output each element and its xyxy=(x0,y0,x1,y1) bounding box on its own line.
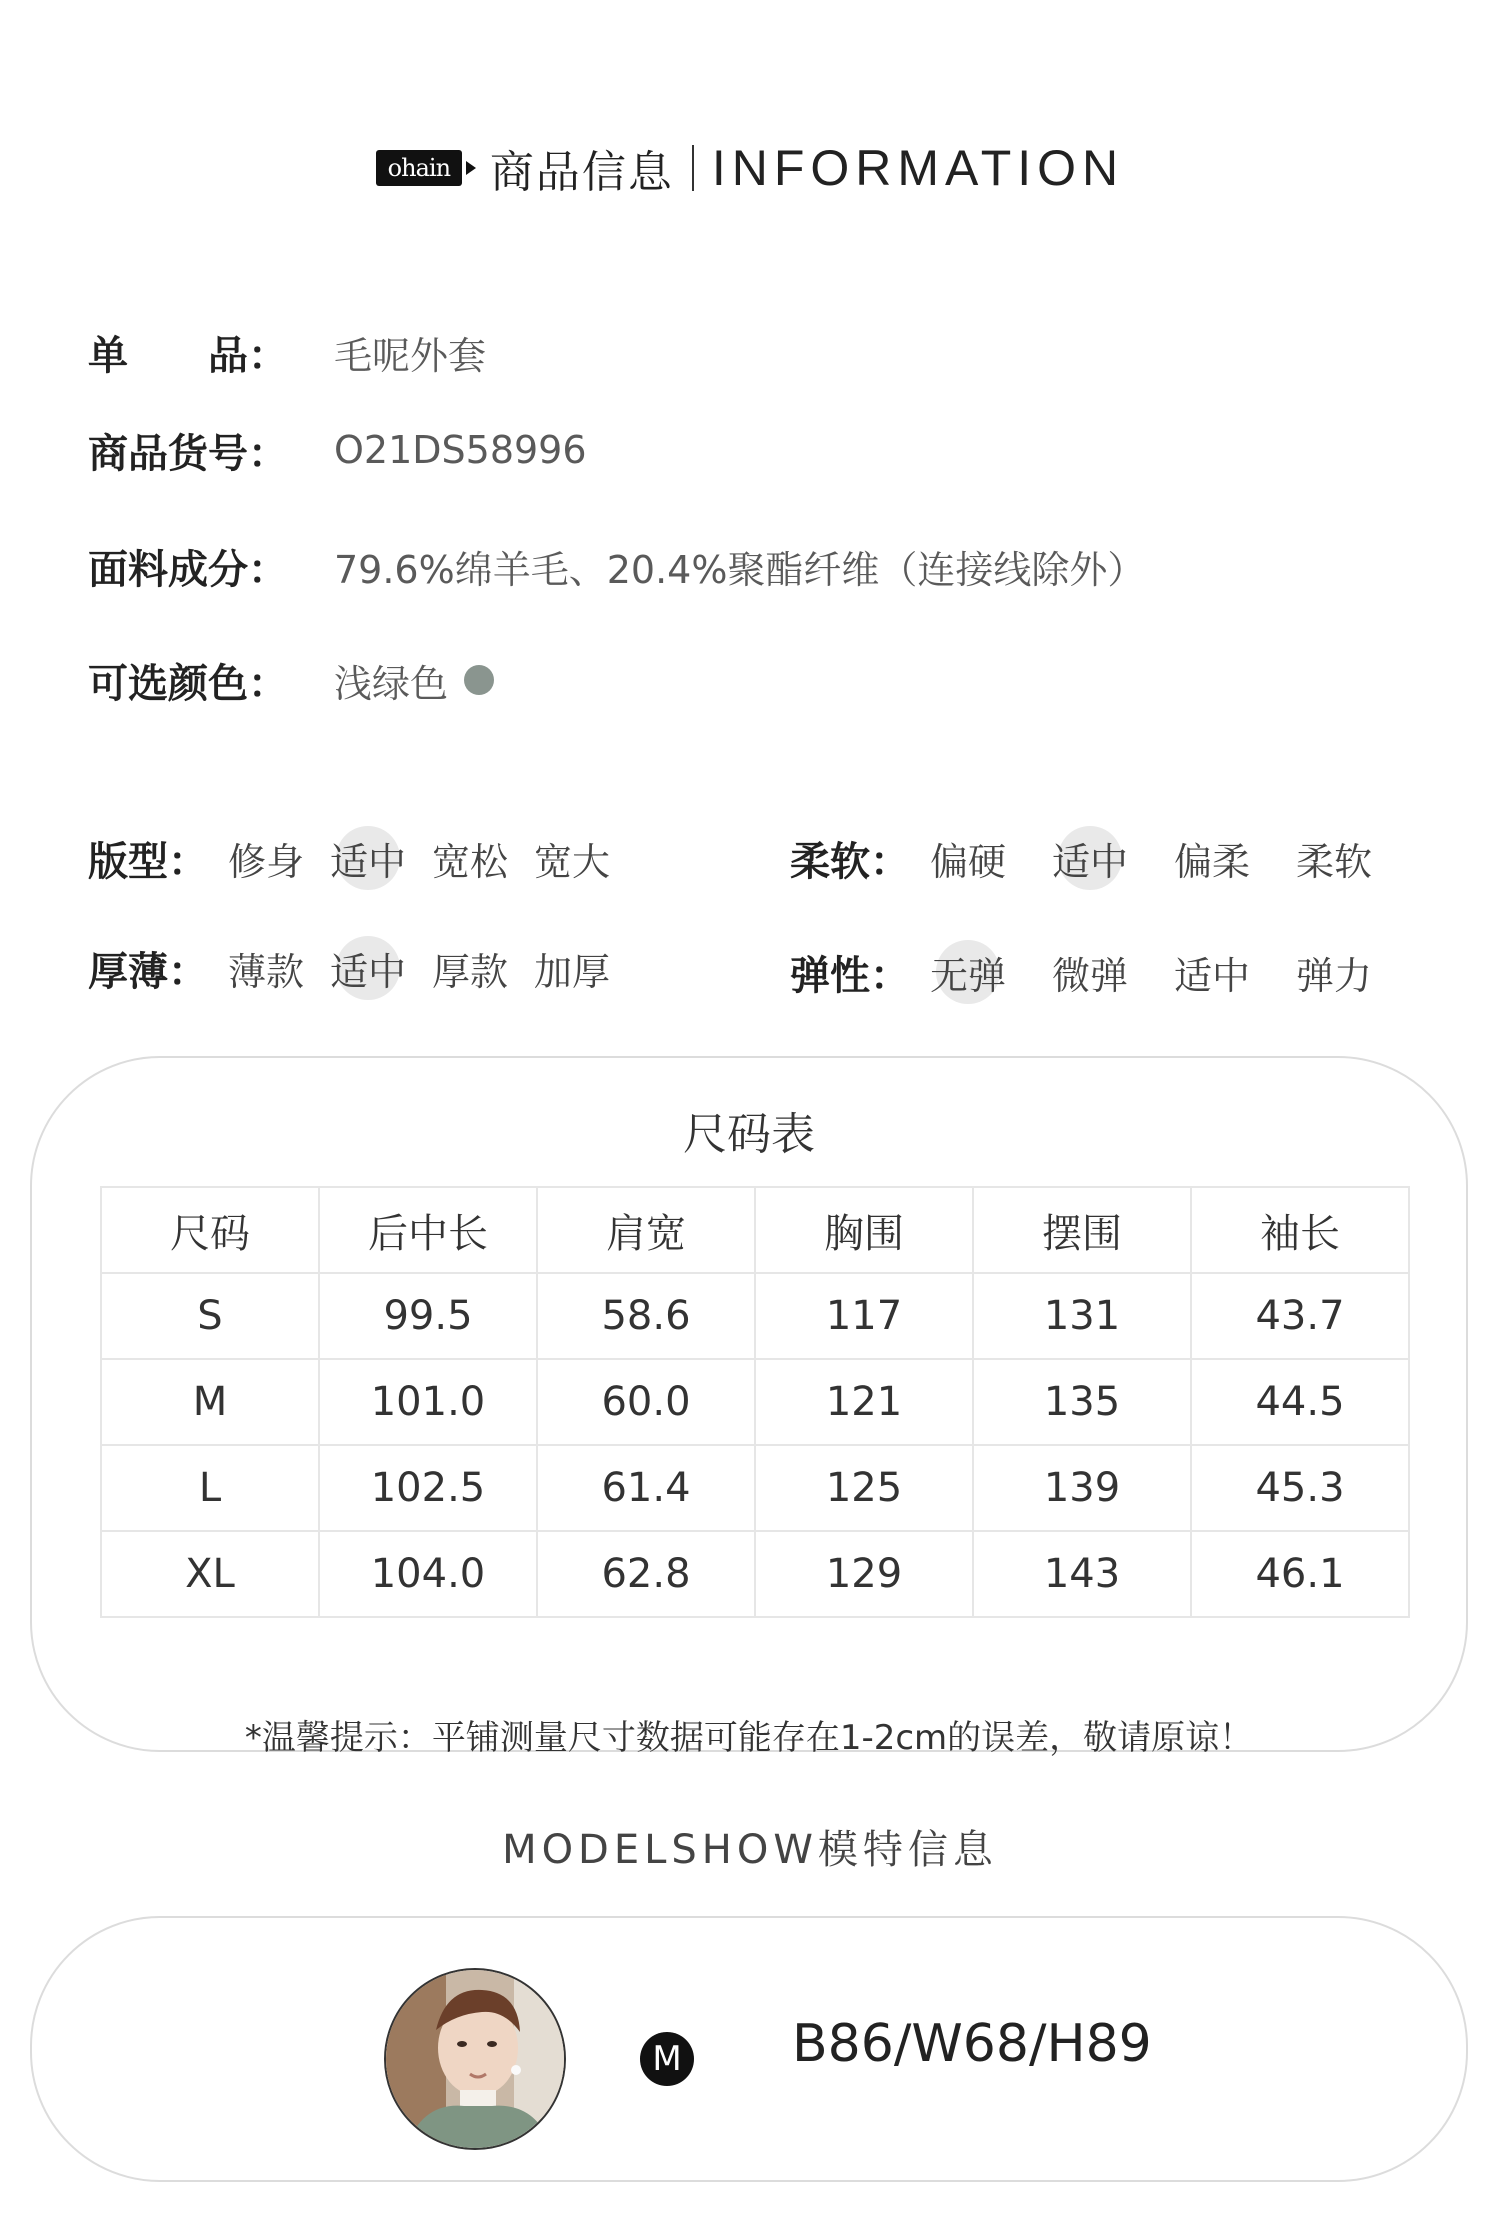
brand-logo: ohain xyxy=(376,150,462,186)
model-avatar xyxy=(384,1968,566,2150)
attr-softness-option-selected: 适中 xyxy=(1052,831,1128,886)
table-cell: 46.1 xyxy=(1191,1531,1409,1617)
title-divider xyxy=(692,145,694,191)
attr-elasticity-option: 弹力 xyxy=(1296,953,1373,998)
table-cell: 131 xyxy=(973,1273,1191,1359)
table-row xyxy=(101,1531,1409,1617)
attr-fit-option: 修身 xyxy=(228,839,305,884)
spec-item-row xyxy=(88,322,486,382)
attr-fit-label: 版型： xyxy=(88,838,208,885)
attr-elasticity-label: 弹性： xyxy=(790,952,910,999)
table-cell: XL xyxy=(101,1531,319,1617)
attr-elasticity-option: 适中 xyxy=(1174,953,1251,998)
spec-sku-value: O21DS58996 xyxy=(334,428,587,472)
table-cell: 58.6 xyxy=(537,1273,755,1359)
table-cell: 60.0 xyxy=(537,1359,755,1445)
spec-color-row xyxy=(88,650,494,710)
spec-item-label xyxy=(88,324,288,381)
attr-thickness-option: 薄款 xyxy=(228,949,305,994)
table-cell: 99.5 xyxy=(319,1273,537,1359)
table-header-cell: 摆围 xyxy=(973,1187,1191,1273)
table-cell: 102.5 xyxy=(319,1445,537,1531)
table-row xyxy=(101,1359,1409,1445)
spec-item-value: 毛呢外套 xyxy=(334,333,487,378)
size-chart-note: *温馨提示：平铺测量尺寸数据可能存在1-2cm的误差，敬请原谅！ xyxy=(244,1718,1254,1758)
attr-thickness-option: 厚款 xyxy=(432,949,509,994)
table-cell: S xyxy=(101,1273,319,1359)
model-measurements: B86/W68/H89 xyxy=(792,2014,1152,2074)
attr-thickness-option-selected: 适中 xyxy=(330,941,406,996)
spec-color-label: 可选颜色： xyxy=(88,660,288,707)
table-row xyxy=(101,1273,1409,1359)
model-photo-icon xyxy=(386,1970,564,2148)
attr-softness-row xyxy=(790,828,1398,888)
attr-elasticity-option: 微弹 xyxy=(1052,953,1129,998)
table-header-cell: 肩宽 xyxy=(537,1187,755,1273)
table-header-cell: 袖长 xyxy=(1191,1187,1409,1273)
size-chart-card xyxy=(30,1056,1468,1758)
model-section-heading: MODELSHOW模特信息 xyxy=(502,1827,998,1873)
attr-fit-option: 宽大 xyxy=(534,839,611,884)
table-cell: 62.8 xyxy=(537,1531,755,1617)
attr-fit-option-selected: 适中 xyxy=(330,831,406,886)
attr-softness-option: 偏硬 xyxy=(930,839,1007,884)
attr-fit-option: 宽松 xyxy=(432,839,509,884)
spec-item-label-a: 单 xyxy=(88,332,128,379)
size-chart-title: 尺码表 xyxy=(683,1109,815,1160)
table-cell: M xyxy=(101,1359,319,1445)
table-cell: 135 xyxy=(973,1359,1191,1445)
attr-thickness-row xyxy=(88,938,636,998)
table-row xyxy=(101,1445,1409,1531)
table-cell: 44.5 xyxy=(1191,1359,1409,1445)
table-cell: 61.4 xyxy=(537,1445,755,1531)
page-title-en: INFORMATION xyxy=(711,140,1125,196)
attr-thickness-option: 加厚 xyxy=(534,949,611,994)
attr-elasticity-row xyxy=(790,942,1398,1002)
table-header-cell: 后中长 xyxy=(319,1187,537,1273)
attr-fit-row xyxy=(88,828,636,888)
spec-sku-label: 商品货号： xyxy=(88,430,288,477)
table-cell: 101.0 xyxy=(319,1359,537,1445)
color-swatch[interactable] xyxy=(464,665,494,695)
spec-color-value: 浅绿色 xyxy=(334,661,449,706)
size-chart-header-row xyxy=(101,1187,1409,1273)
page-header xyxy=(0,128,1500,208)
page-title-cn: 商品信息 xyxy=(489,147,674,198)
model-size-badge: M xyxy=(640,2032,694,2086)
spec-item-label-b: 品： xyxy=(208,332,288,379)
attr-softness-option: 偏柔 xyxy=(1174,839,1251,884)
table-cell: 143 xyxy=(973,1531,1191,1617)
table-cell: 43.7 xyxy=(1191,1273,1409,1359)
spec-sku-row xyxy=(88,420,587,480)
attr-elasticity-option-selected: 无弹 xyxy=(930,945,1006,1000)
attr-thickness-label: 厚薄： xyxy=(88,948,208,995)
logo-arrow-icon xyxy=(466,161,476,175)
table-cell: 129 xyxy=(755,1531,973,1617)
attr-softness-label: 柔软： xyxy=(790,838,910,885)
table-cell: 45.3 xyxy=(1191,1445,1409,1531)
table-cell: 104.0 xyxy=(319,1531,537,1617)
model-card xyxy=(30,1916,1468,2182)
table-cell: 117 xyxy=(755,1273,973,1359)
table-header-cell: 尺码 xyxy=(101,1187,319,1273)
table-cell: 125 xyxy=(755,1445,973,1531)
attr-softness-option: 柔软 xyxy=(1296,839,1373,884)
spec-fabric-label: 面料成分： xyxy=(88,546,288,593)
table-cell: 121 xyxy=(755,1359,973,1445)
spec-fabric-row xyxy=(88,536,1145,596)
table-cell: 139 xyxy=(973,1445,1191,1531)
spec-fabric-value: 79.6%绵羊毛、20.4%聚酯纤维（连接线除外） xyxy=(334,547,1146,592)
size-chart-table xyxy=(100,1186,1410,1618)
table-cell: L xyxy=(101,1445,319,1531)
table-header-cell: 胸围 xyxy=(755,1187,973,1273)
